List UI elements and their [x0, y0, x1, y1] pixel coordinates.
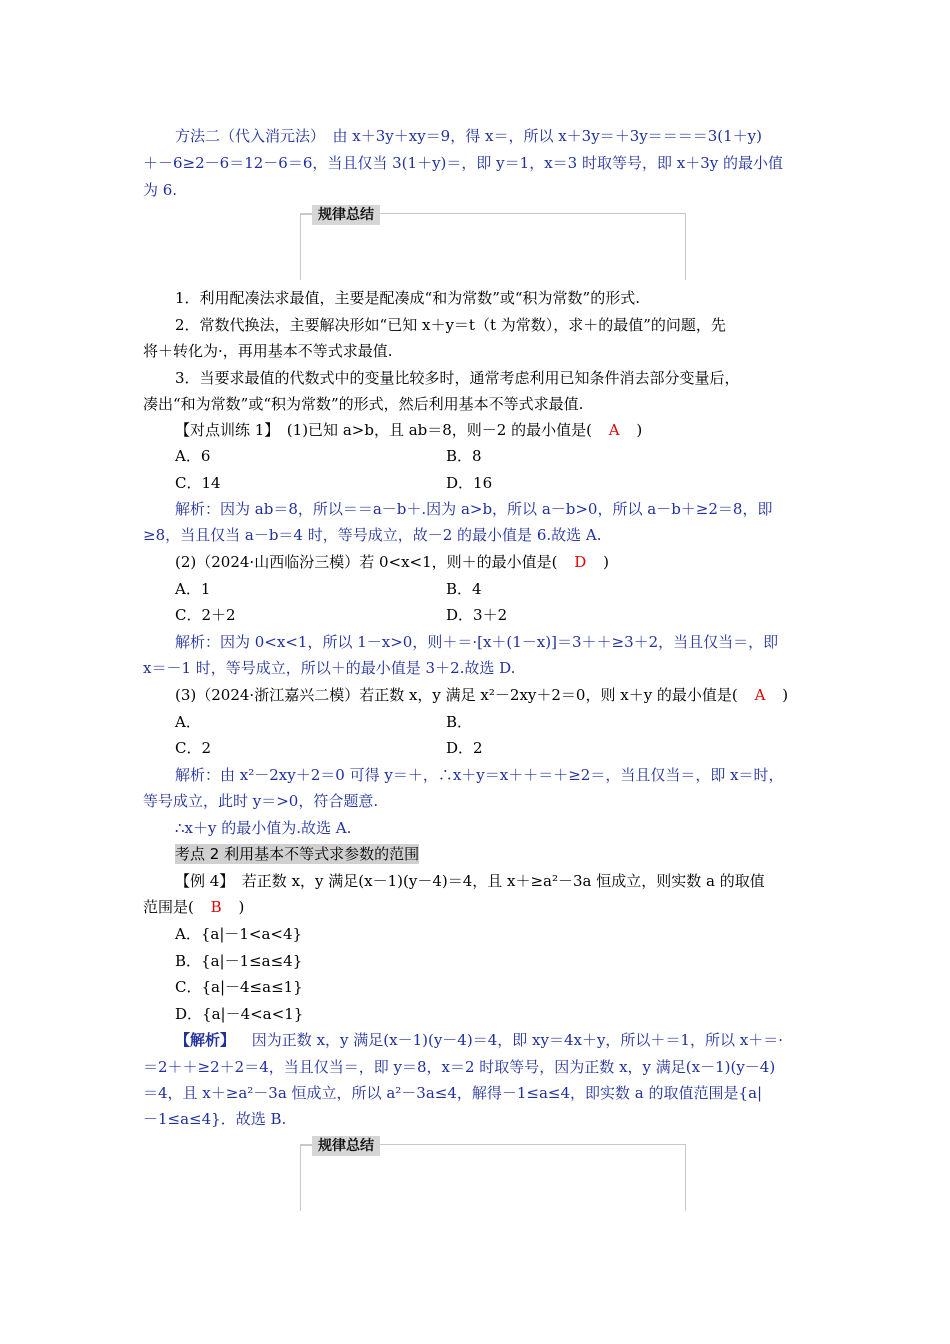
- ex4-solution-line-3: ＝4，且 x＋≥a²－3a 恒成立，所以 a²－3a≤4，解得－1≤a≤4，即实数 a 的取值范围是{a|: [143, 1084, 763, 1102]
- rule-3-line-1: 3．当要求最值的代数式中的变量比较多时，通常考虑利用已知条件消去部分变量后，: [175, 369, 740, 387]
- rule-1: 1．利用配凑法求最值，主要是配凑成“和为常数”或“积为常数”的形式.: [175, 289, 640, 307]
- method2-line-1: 方法二（代入消元法） 由 x＋3y＋xy＝9，得 x＝，所以 x＋3y＝＋3y＝＝＝＝3(1＋y): [175, 127, 762, 145]
- ex4-solution-text-1: 因为正数 x，y 满足(x－1)(y－4)＝4，即 xy＝4x＋y，所以＋＝1，所以 x＋＝·: [251, 1031, 783, 1049]
- q2-solution-line-2: x＝－1 时，等号成立，所以＋的最小值是 3＋2.故选 D.: [143, 659, 516, 677]
- q3-solution-line-2: 等号成立，此时 y＝>0，符合题意.: [143, 792, 379, 810]
- question-1: [175, 420, 642, 440]
- question-2-answer: D: [574, 553, 587, 571]
- ex4-option-a: A．{a|－1<a<4}: [175, 925, 303, 943]
- example-4-line-1: 【例 4】 若正数 x，y 满足(x－1)(y－4)＝4，且 x＋≥a²－3a 恒成立，则实数 a 的取值: [175, 872, 765, 890]
- ex4-solution-line-4: －1≤a≤4}．故选 B.: [143, 1110, 287, 1128]
- q2-solution-line-1: 解析：因为 0<x<1，所以 1－x>0，则＋＝·[x＋(1－x)]＝3＋＋≥3＋2，当且仅当＝，即: [175, 633, 779, 651]
- q1-solution-line-2: ≥8，当且仅当 a－b＝4 时，等号成立，故－2 的最小值是 6.故选 A.: [143, 526, 602, 544]
- q1-option-a: A．6: [175, 447, 211, 465]
- ex4-option-b: B．{a|－1≤a≤4}: [175, 952, 303, 970]
- question-3-close: ): [782, 686, 789, 704]
- ex4-solution-line-1: [175, 1030, 783, 1050]
- ex4-option-d: D．{a|－4<a<1}: [175, 1005, 304, 1023]
- q3-option-c: C．2: [175, 739, 212, 757]
- example-4-close: ): [238, 898, 245, 916]
- q3-option-a: A．: [175, 713, 201, 731]
- q3-solution-line-1: 解析：由 x²－2xy＋2＝0 可得 y＝＋，∴x＋y＝x＋＋＝＋≥2＝，当且仅当＝，即 x＝时，: [175, 766, 784, 784]
- q2-option-a: A．1: [175, 580, 211, 598]
- ex4-solution-line-2: ＝2＋＋≥2＋2＝4，当且仅当＝，即 y＝8，x＝2 时取等号，因为正数 x，y 满足(x－1)(y－4): [143, 1058, 776, 1076]
- q1-option-c: C．14: [175, 474, 221, 492]
- question-1-text: 【对点训练 1】 (1)已知 a>b，且 ab＝8，则－2 的最小值是(: [175, 421, 592, 439]
- section-heading: 考点 2 利用基本不等式求参数的范围: [175, 845, 420, 863]
- q2-option-b: B．4: [446, 580, 482, 598]
- q1-option-b: B．8: [446, 447, 482, 465]
- question-3-answer: A: [754, 686, 766, 704]
- question-2-text: (2)（2024·山西临汾三模）若 0<x<1，则＋的最小值是(: [175, 553, 558, 571]
- ex4-solution-label: 【解析】: [175, 1031, 236, 1049]
- method2-line-2: ＋－6≥2－6＝12－6＝6，当且仅当 3(1＋y)＝，即 y＝1，x＝3 时取等号，即 x＋3y 的最小值: [143, 154, 783, 172]
- question-1-answer: A: [608, 421, 620, 439]
- rule-2-line-2: 将＋转化为·，再用基本不等式求最值.: [143, 342, 393, 360]
- example-4-range-text: 范围是(: [143, 898, 194, 916]
- q3-option-d: D．2: [446, 739, 483, 757]
- q2-option-d: D．3＋2: [446, 606, 508, 624]
- q1-option-d: D．16: [446, 474, 493, 492]
- question-1-close: ): [636, 421, 643, 439]
- ex4-option-c: C．{a|－4≤a≤1}: [175, 978, 303, 996]
- q1-solution-line-1: 解析：因为 ab＝8，所以＝＝a－b＋.因为 a>b，所以 a－b>0，所以 a－b＋≥2＝8，即: [175, 500, 773, 518]
- example-4-answer: B: [210, 898, 222, 916]
- question-3: [175, 685, 788, 705]
- rule-3-line-2: 凑出“和为常数”或“积为常数”的形式，然后利用基本不等式求最值.: [143, 395, 584, 413]
- question-3-text: (3)（2024·浙江嘉兴二模）若正数 x，y 满足 x²－2xy＋2＝0，则 x＋y 的最小值是(: [175, 686, 738, 704]
- rule-2-line-1: 2．常数代换法，主要解决形如“已知 x＋y＝t（t 为常数），求＋的最值”的问题，先: [175, 316, 726, 334]
- q3-option-b: B．: [446, 713, 473, 731]
- question-2: [175, 552, 609, 572]
- q2-option-c: C．2＋2: [175, 606, 236, 624]
- example-4-line-2: [143, 897, 244, 917]
- question-2-close: ): [603, 553, 609, 571]
- summary-tag: 规律总结: [312, 205, 380, 225]
- method2-line-3: 为 6.: [143, 181, 178, 199]
- summary-tag-2: 规律总结: [312, 1136, 380, 1156]
- q3-solution-line-3: ∴x＋y 的最小值为.故选 A.: [175, 819, 352, 837]
